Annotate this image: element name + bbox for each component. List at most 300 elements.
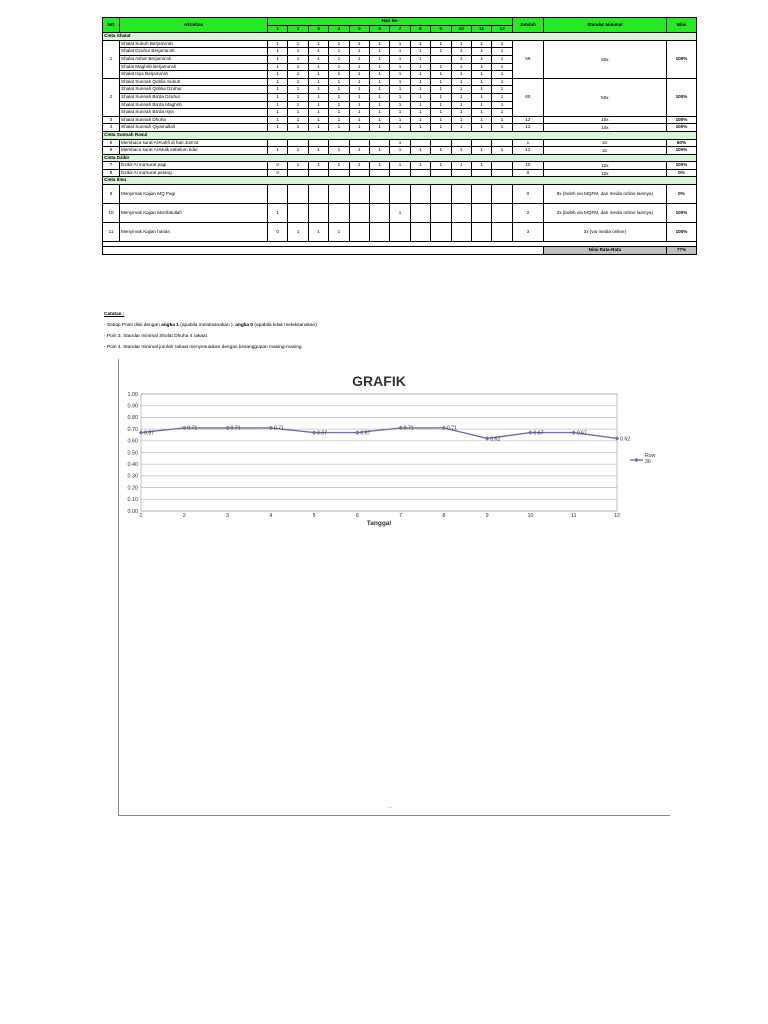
activity-label: Membaca surat Al-Mulk sebelum tidur: [120, 147, 268, 155]
day-cell: [308, 185, 328, 204]
y-tick-label: 0.60: [127, 438, 138, 445]
day-cell: 1: [471, 116, 491, 124]
day-cell: 1: [308, 71, 328, 79]
x-tick-label: 8: [442, 513, 446, 519]
day-cell: 1: [471, 63, 491, 71]
notes-line-1-bold-1: angka 1: [161, 323, 179, 328]
header-day-10: 10: [451, 25, 471, 33]
y-tick-label: 0.80: [127, 415, 138, 422]
day-cell: [369, 185, 389, 204]
day-cell: [329, 139, 349, 147]
day-cell: 1: [471, 109, 491, 117]
day-cell: 1: [268, 109, 288, 117]
day-cell: 1: [492, 109, 513, 117]
day-cell: 1: [431, 93, 451, 101]
summary-row: [103, 247, 697, 255]
table-header-row: [103, 18, 697, 26]
standard-cell: 10x: [543, 116, 666, 124]
day-cell: 1: [369, 124, 389, 132]
day-cell: 1: [349, 40, 369, 48]
day-cell: 1: [451, 48, 471, 56]
day-cell: 1: [369, 48, 389, 56]
day-cell: 1: [329, 109, 349, 117]
data-point: [442, 426, 446, 430]
score-cell: 0%: [666, 169, 696, 177]
day-cell: 1: [410, 63, 430, 71]
day-cell: 1: [268, 147, 288, 155]
day-cell: [369, 139, 389, 147]
day-cell: [308, 139, 328, 147]
day-cell: 1: [451, 101, 471, 109]
day-cell: 1: [308, 109, 328, 117]
day-cell: 1: [268, 78, 288, 86]
day-cell: 1: [431, 162, 451, 170]
day-cell: [471, 204, 491, 223]
day-cell: [471, 169, 491, 177]
total-cell: 3: [512, 223, 543, 242]
total-cell: 0: [512, 169, 543, 177]
activity-label: Shalat Isya Berjama'ah: [120, 71, 268, 79]
day-cell: 1: [471, 78, 491, 86]
table-row: [103, 124, 697, 132]
day-cell: 1: [349, 78, 369, 86]
y-tick-label: 0.00: [127, 508, 138, 515]
day-cell: 1: [451, 55, 471, 63]
day-cell: [410, 223, 430, 242]
total-cell: 12: [512, 147, 543, 155]
data-point: [615, 436, 619, 440]
day-cell: [451, 139, 471, 147]
day-cell: 1: [349, 86, 369, 94]
header-day-7: 7: [390, 25, 410, 33]
day-cell: 1: [492, 71, 513, 79]
day-cell: 1: [390, 204, 410, 223]
standard-cell: 9x (boleh via MQFM, dan media online lainnya): [543, 185, 666, 204]
legend-label-2: 36: [645, 459, 651, 465]
activity-label: Shalat Dzuhur Berjama'ah: [120, 48, 268, 56]
day-cell: 1: [329, 223, 349, 242]
day-cell: 1: [431, 63, 451, 71]
header-day: Hari ke-: [268, 18, 513, 26]
score-cell: 100%: [666, 78, 696, 116]
notes-line-1-post: (apabila tidak melaksanakan): [253, 323, 317, 328]
day-cell: 1: [329, 162, 349, 170]
day-cell: 1: [471, 147, 491, 155]
day-cell: 1: [308, 48, 328, 56]
row-number: 10: [103, 204, 120, 223]
day-cell: 1: [390, 78, 410, 86]
y-tick-label: 1.00: [127, 391, 138, 398]
day-cell: 1: [349, 48, 369, 56]
day-cell: 1: [329, 78, 349, 86]
day-cell: [288, 185, 308, 204]
day-cell: [431, 55, 451, 63]
day-cell: 1: [410, 71, 430, 79]
data-label: 0.67: [317, 430, 328, 437]
day-cell: 1: [349, 93, 369, 101]
day-cell: [288, 204, 308, 223]
score-cell: 100%: [666, 204, 696, 223]
section-title: Cinta Ilmu: [103, 177, 697, 185]
table-row: [103, 169, 697, 177]
day-cell: 1: [288, 63, 308, 71]
day-cell: 1: [431, 78, 451, 86]
activity-label: Shalat Subuh Berjama'ah: [120, 40, 268, 48]
day-cell: 1: [288, 147, 308, 155]
data-label: 0.62: [490, 436, 501, 443]
notes-line-3: - Poin 4. Standar minimal jumlah rakaat menyesuaikan dengan kesanggupan masing-masing: [104, 345, 302, 350]
day-cell: [308, 169, 328, 177]
day-cell: 1: [492, 147, 513, 155]
row-number: 3: [103, 116, 120, 124]
legend-marker: [634, 458, 638, 462]
activity-label: Menyimak Kajian MQ Pagi: [120, 185, 268, 204]
activity-label: Membaca surat Al-Kahfi di hari Jum'at: [120, 139, 268, 147]
day-cell: 1: [492, 101, 513, 109]
day-cell: [390, 185, 410, 204]
day-cell: [451, 223, 471, 242]
day-cell: 1: [492, 40, 513, 48]
day-cell: 1: [451, 63, 471, 71]
day-cell: 1: [308, 101, 328, 109]
y-tick-label: 0.30: [127, 473, 138, 480]
day-cell: 1: [410, 109, 430, 117]
day-cell: 1: [308, 116, 328, 124]
data-point: [398, 426, 402, 430]
day-cell: 1: [390, 55, 410, 63]
day-cell: 1: [410, 147, 430, 155]
day-cell: [471, 185, 491, 204]
day-cell: 1: [471, 55, 491, 63]
score-cell: 100%: [666, 162, 696, 170]
day-cell: 1: [288, 223, 308, 242]
day-cell: 1: [390, 48, 410, 56]
day-cell: 1: [410, 86, 430, 94]
data-point: [182, 426, 186, 430]
day-cell: 1: [308, 124, 328, 132]
day-cell: [431, 169, 451, 177]
day-cell: [369, 223, 389, 242]
data-point: [139, 430, 143, 434]
day-cell: 1: [349, 71, 369, 79]
total-cell: 60: [512, 78, 543, 116]
day-cell: 0: [268, 169, 288, 177]
day-cell: 1: [451, 71, 471, 79]
day-cell: 1: [308, 162, 328, 170]
data-point: [225, 426, 229, 430]
summary-label: Nilai Rata-Rata: [543, 247, 666, 255]
day-cell: 1: [390, 162, 410, 170]
section-title: Cinta Shalat: [103, 33, 697, 41]
header-day-3: 3: [308, 25, 328, 33]
day-cell: 1: [329, 101, 349, 109]
section-title: Cinta Dzikir: [103, 154, 697, 162]
day-cell: 1: [390, 139, 410, 147]
day-cell: 1: [390, 116, 410, 124]
data-point: [312, 430, 316, 434]
data-label: 0.71: [403, 425, 414, 432]
legend-label: Row: [645, 453, 656, 459]
total-cell: 10: [512, 162, 543, 170]
header-day-2: 2: [288, 25, 308, 33]
day-cell: 1: [410, 116, 430, 124]
data-label: 0.67: [533, 430, 544, 437]
day-cell: 1: [268, 63, 288, 71]
activity-label: Shalat Sunnah Qoblia Dzuhur: [120, 86, 268, 94]
score-cell: 100%: [666, 147, 696, 155]
day-cell: 1: [349, 63, 369, 71]
day-cell: [349, 139, 369, 147]
day-cell: [390, 223, 410, 242]
day-cell: 1: [288, 109, 308, 117]
day-cell: 1: [329, 86, 349, 94]
table-row: [103, 40, 697, 48]
day-cell: 1: [471, 93, 491, 101]
day-cell: 1: [431, 48, 451, 56]
row-number: 1: [103, 40, 120, 78]
day-cell: 1: [492, 48, 513, 56]
total-cell: 2: [512, 204, 543, 223]
day-cell: 1: [369, 101, 389, 109]
day-cell: 1: [308, 93, 328, 101]
y-tick-label: 0.90: [127, 403, 138, 410]
day-cell: 1: [410, 78, 430, 86]
data-point: [355, 430, 359, 434]
y-tick-label: 0.10: [127, 497, 138, 504]
table-row: [103, 162, 697, 170]
day-cell: 1: [329, 147, 349, 155]
header-day-5: 5: [349, 25, 369, 33]
day-cell: [288, 139, 308, 147]
day-cell: [410, 204, 430, 223]
row-number: 2: [103, 78, 120, 116]
activity-label: Shalat Sunnah Ba'da Dzuhur: [120, 93, 268, 101]
day-cell: 1: [308, 223, 328, 242]
day-cell: [431, 185, 451, 204]
day-cell: 1: [390, 63, 410, 71]
day-cell: [471, 223, 491, 242]
activity-label: Menyimak Kajian harian: [120, 223, 268, 242]
table-row: [103, 223, 697, 242]
standard-cell: 2x: [543, 147, 666, 155]
day-cell: 1: [451, 40, 471, 48]
standard-cell: 50x: [543, 78, 666, 116]
day-cell: 1: [329, 55, 349, 63]
section-row: [103, 33, 697, 41]
x-axis-label: Tanggal: [366, 520, 392, 527]
day-cell: 1: [451, 93, 471, 101]
day-cell: 1: [451, 86, 471, 94]
header-day-12: 12: [492, 25, 513, 33]
notes-title: Catatan :: [104, 312, 125, 317]
day-cell: 1: [471, 162, 491, 170]
day-cell: 1: [288, 55, 308, 63]
day-cell: [369, 204, 389, 223]
y-tick-label: 0.20: [127, 485, 138, 492]
day-cell: 1: [431, 116, 451, 124]
day-cell: 1: [492, 63, 513, 71]
standard-cell: 10x: [543, 124, 666, 132]
day-cell: [410, 185, 430, 204]
summary-value: 77%: [666, 247, 696, 255]
day-cell: [431, 139, 451, 147]
day-cell: 1: [288, 116, 308, 124]
total-cell: 12: [512, 124, 543, 132]
header-no: NO: [103, 18, 120, 33]
row-number: 4: [103, 124, 120, 132]
standard-cell: 10x: [543, 162, 666, 170]
section-row: [103, 154, 697, 162]
day-cell: [451, 185, 471, 204]
day-cell: 1: [268, 86, 288, 94]
day-cell: 1: [471, 86, 491, 94]
day-cell: 1: [451, 124, 471, 132]
x-tick-label: 2: [182, 513, 186, 519]
table-row: [103, 116, 697, 124]
row-number: 8: [103, 169, 120, 177]
header-day-8: 8: [410, 25, 430, 33]
day-cell: 1: [268, 40, 288, 48]
day-cell: [431, 223, 451, 242]
day-cell: 1: [308, 78, 328, 86]
day-cell: 1: [410, 101, 430, 109]
header-total: Jumlah: [512, 18, 543, 33]
day-cell: 1: [492, 86, 513, 94]
row-number: 5: [103, 139, 120, 147]
day-cell: [329, 185, 349, 204]
day-cell: [431, 204, 451, 223]
section-row: [103, 131, 697, 139]
table-row: [103, 147, 697, 155]
day-cell: 1: [369, 162, 389, 170]
day-cell: 1: [410, 124, 430, 132]
header-score: Nilai: [666, 18, 696, 33]
day-cell: [349, 185, 369, 204]
day-cell: 1: [390, 147, 410, 155]
score-cell: 100%: [666, 116, 696, 124]
score-cell: 100%: [666, 223, 696, 242]
day-cell: 1: [329, 48, 349, 56]
data-point: [485, 436, 489, 440]
x-tick-label: 7: [399, 513, 403, 519]
standard-cell: 10x: [543, 169, 666, 177]
y-tick-label: 0.70: [127, 426, 138, 433]
day-cell: 1: [268, 71, 288, 79]
header-day-1: 1: [268, 25, 288, 33]
table-row: [103, 204, 697, 223]
x-tick-label: 6: [355, 513, 359, 519]
total-cell: 59: [512, 40, 543, 78]
total-cell: 12: [512, 116, 543, 124]
day-cell: 1: [451, 147, 471, 155]
header-day-6: 6: [369, 25, 389, 33]
day-cell: 1: [390, 86, 410, 94]
row-number: 7: [103, 162, 120, 170]
day-cell: 1: [329, 63, 349, 71]
day-cell: 1: [431, 86, 451, 94]
x-tick-label: 11: [570, 513, 577, 519]
data-label: 0.71: [273, 425, 284, 432]
day-cell: 1: [288, 93, 308, 101]
standard-cell: 50x: [543, 40, 666, 78]
x-tick-label: 4: [269, 513, 273, 519]
day-cell: 1: [369, 109, 389, 117]
day-cell: 1: [451, 162, 471, 170]
day-cell: 1: [308, 147, 328, 155]
score-cell: 0%: [666, 185, 696, 204]
day-cell: 1: [492, 55, 513, 63]
section-row: [103, 177, 697, 185]
data-label: 0.62: [620, 436, 631, 443]
standard-cell: 2x: [543, 139, 666, 147]
day-cell: [471, 139, 491, 147]
activity-label: Shalat Sunnah Dhuha: [120, 116, 268, 124]
day-cell: 1: [268, 55, 288, 63]
table-row: [103, 139, 697, 147]
y-tick-label: 0.50: [127, 450, 138, 457]
day-cell: [492, 223, 513, 242]
footer-dots: ...: [388, 804, 393, 810]
day-cell: 1: [431, 147, 451, 155]
activity-label: Shalat Sunnah Qoblia Subuh: [120, 78, 268, 86]
chart-container: [118, 359, 670, 816]
series-line: [141, 425, 617, 439]
day-cell: 1: [268, 204, 288, 223]
notes-line-1: [104, 320, 317, 331]
day-cell: 1: [471, 101, 491, 109]
table-row: [103, 78, 697, 86]
row-number: 11: [103, 223, 120, 242]
day-cell: [451, 169, 471, 177]
day-cell: 1: [451, 78, 471, 86]
day-cell: 1: [471, 40, 491, 48]
day-cell: [410, 139, 430, 147]
score-cell: 50%: [666, 139, 696, 147]
table-row: [103, 185, 697, 204]
data-label: 0.67: [144, 430, 155, 437]
header-day-4: 4: [329, 25, 349, 33]
day-cell: [308, 204, 328, 223]
day-cell: 1: [349, 55, 369, 63]
day-cell: [451, 204, 471, 223]
day-cell: 1: [390, 101, 410, 109]
activity-label: Shalat Ashar Berjama'ah: [120, 55, 268, 63]
notes: [104, 309, 317, 353]
day-cell: 1: [288, 124, 308, 132]
day-cell: 1: [268, 124, 288, 132]
x-tick-label: 1: [139, 513, 143, 519]
day-cell: 1: [390, 93, 410, 101]
day-cell: 1: [369, 40, 389, 48]
day-cell: 1: [451, 116, 471, 124]
row-number: 9: [103, 185, 120, 204]
x-tick-label: 3: [226, 513, 230, 519]
day-cell: 1: [492, 78, 513, 86]
x-tick-label: 9: [485, 513, 489, 519]
day-cell: 1: [390, 124, 410, 132]
day-cell: [369, 169, 389, 177]
day-cell: 1: [349, 124, 369, 132]
data-label: 0.71: [230, 425, 241, 432]
header-day-11: 11: [471, 25, 491, 33]
data-label: 0.71: [446, 425, 458, 432]
day-cell: 1: [471, 124, 491, 132]
day-cell: 1: [268, 48, 288, 56]
total-cell: 0: [512, 185, 543, 204]
day-cell: 1: [329, 40, 349, 48]
day-cell: 1: [471, 71, 491, 79]
day-cell: 1: [349, 116, 369, 124]
